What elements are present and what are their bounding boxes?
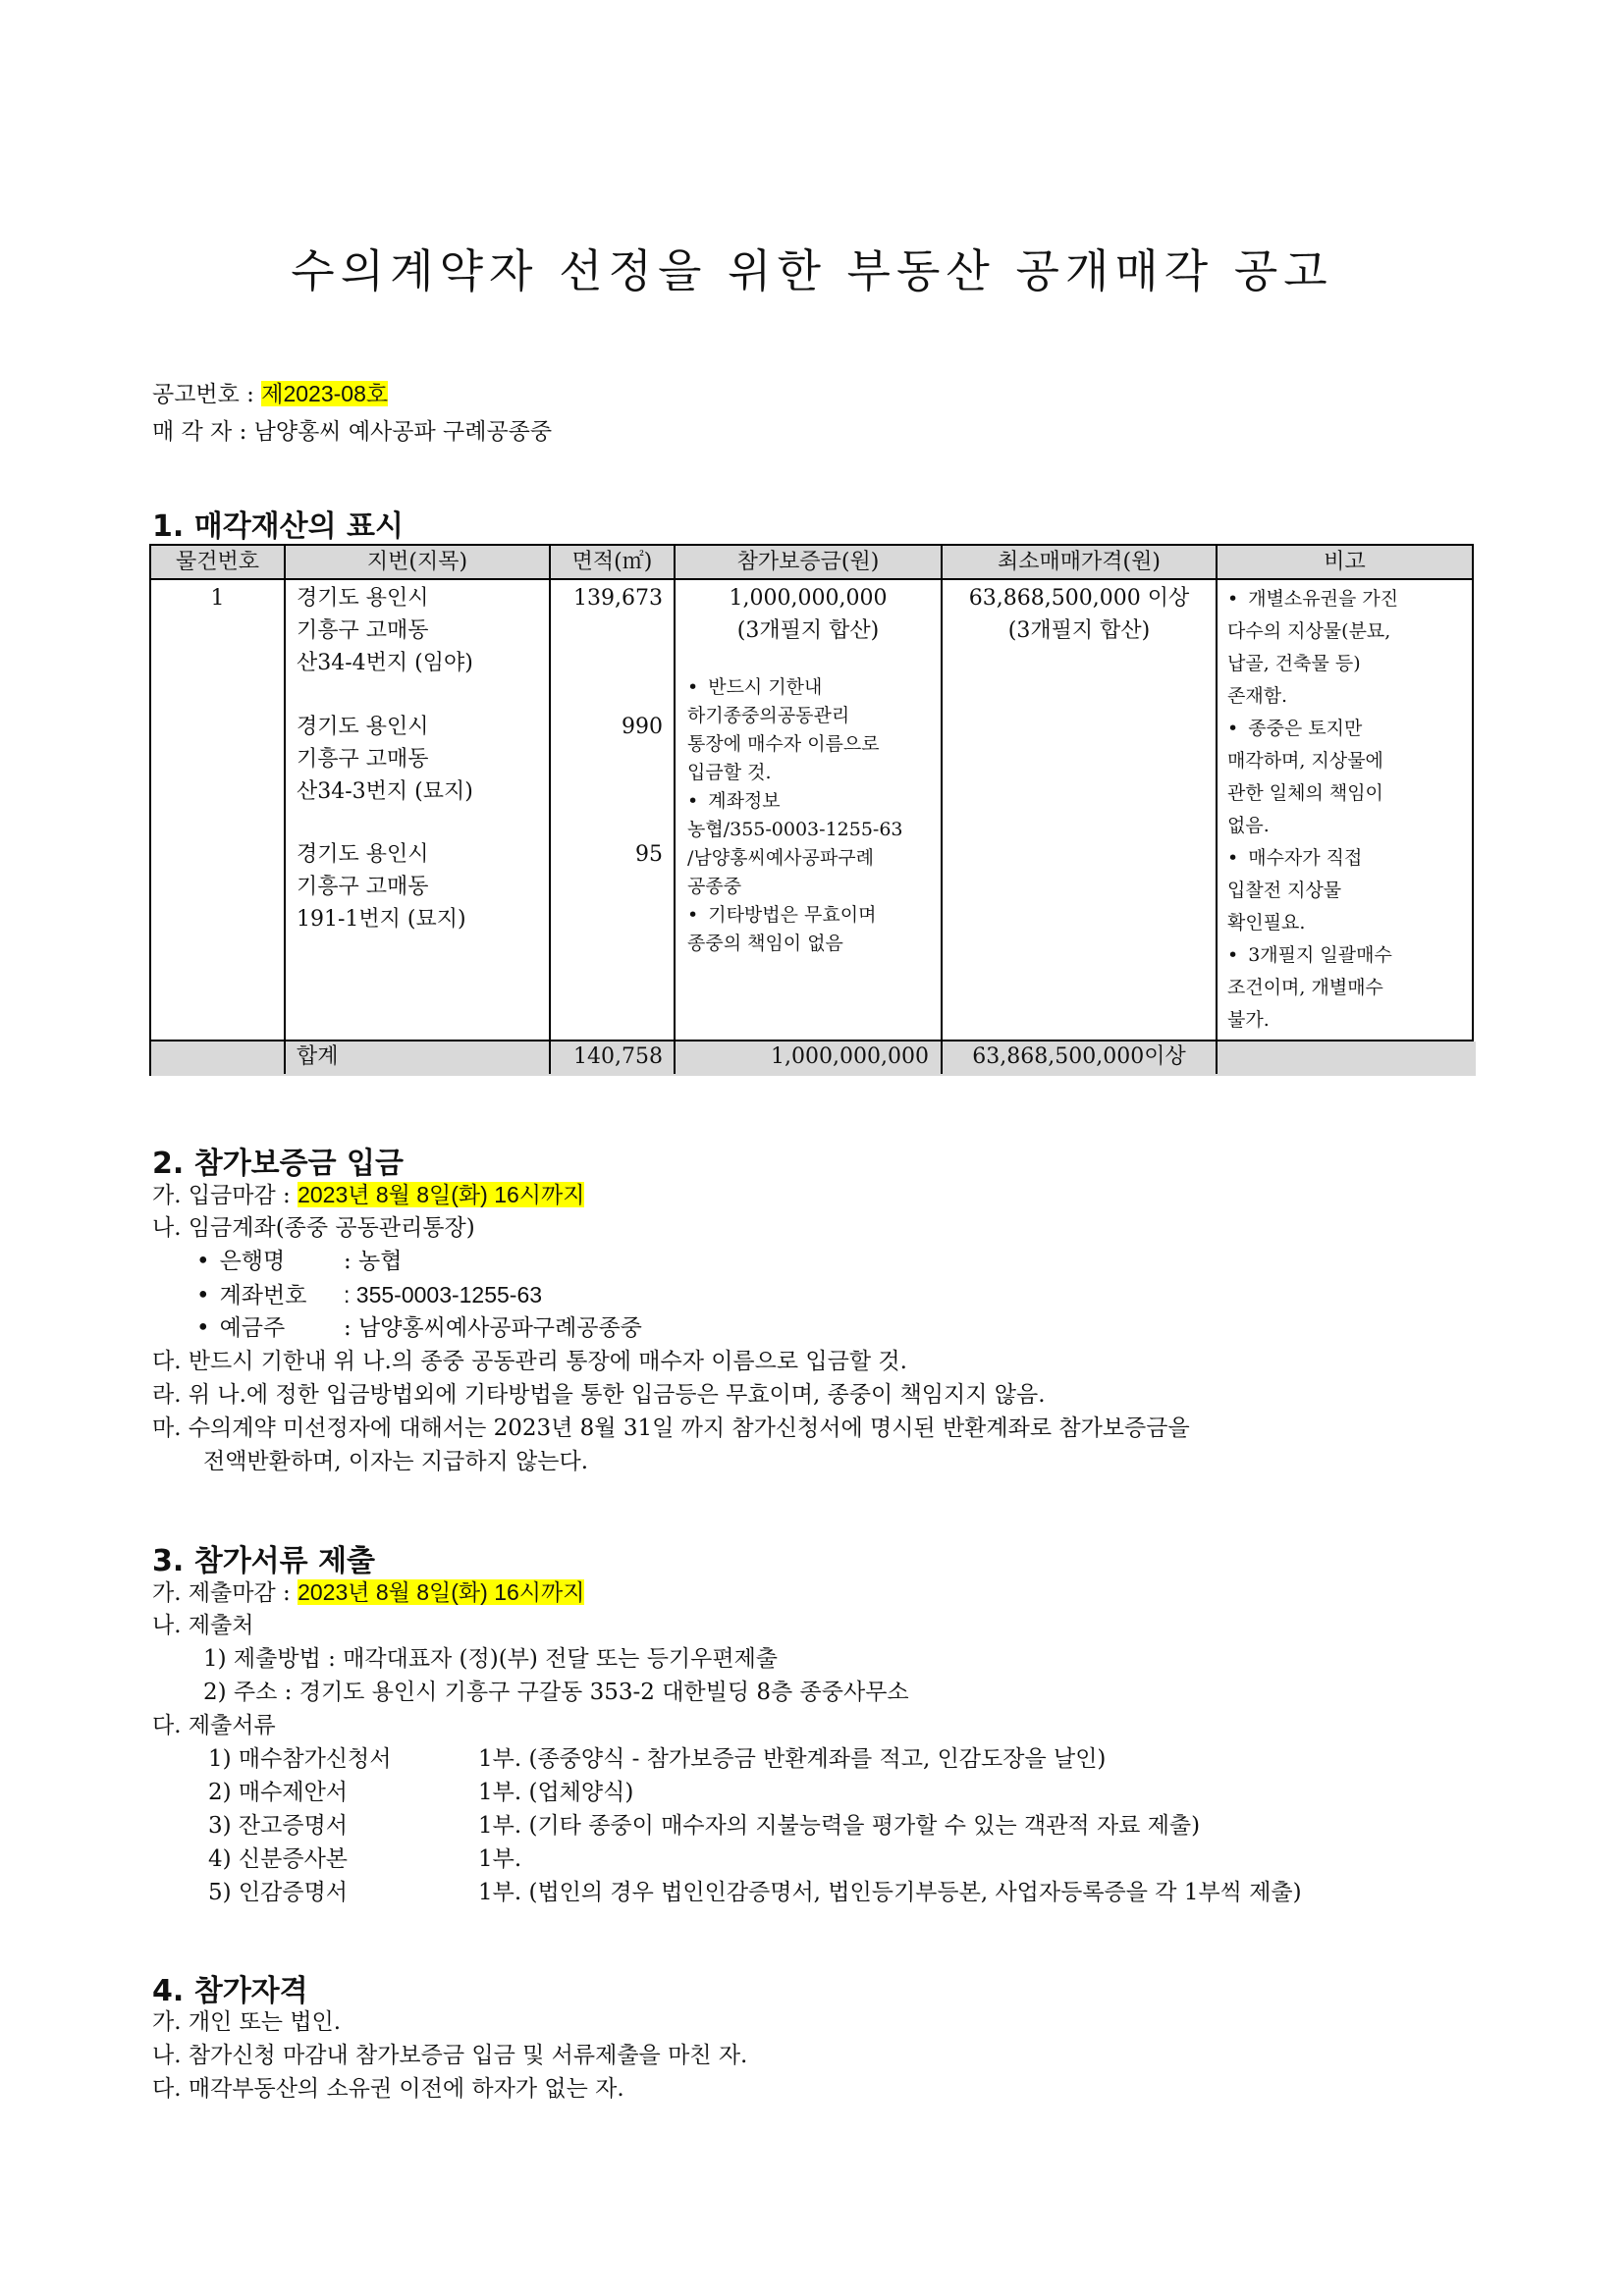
account-value: : 355-0003-1255-63 — [344, 1282, 543, 1308]
min-price-value: 63,868,500,000 이상 — [968, 586, 1190, 611]
doc-desc: 1부. (기타 종중이 매수자의 지불능력을 평가할 수 있는 객관적 자료 제출) — [478, 1813, 1201, 1839]
remark-line: • 매수자가 직접 — [1227, 842, 1398, 875]
section4-item-c: 다. 매각부동산의 소유권 이전에 하자가 없는 자. — [152, 2076, 624, 2102]
deposit-amount-note: (3개필지 합산) — [736, 618, 880, 643]
doc-row — [208, 1876, 1302, 1909]
bank-label: • 은행명 — [196, 1245, 344, 1278]
remark-line: 관한 일체의 책임이 — [1227, 782, 1383, 804]
header-lot: 지번(지목) — [366, 550, 468, 574]
deposit-deadline: 2023년 8월 8일(화) 16시까지 — [298, 1182, 585, 1207]
parcel-3-line: 191-1번지 (묘지) — [297, 907, 466, 932]
remark-line: • 3개필지 일괄매수 — [1227, 939, 1398, 972]
deposit-bullet-line: 공종중 — [687, 876, 742, 897]
doc-name: 3) 잔고증명서 — [208, 1813, 349, 1839]
section3-item-b: 나. 제출처 — [152, 1613, 254, 1638]
account-label: • 계좌번호 — [196, 1279, 344, 1312]
page-title: 수의계약자 선정을 위한 부동산 공개매각 공고 — [291, 244, 1333, 297]
section3-heading: 3. 참가서류 제출 — [152, 1544, 376, 1578]
remark-line: 존재함. — [1227, 685, 1288, 707]
section4-item-a: 가. 개인 또는 법인. — [152, 2009, 342, 2035]
section2-heading: 2. 참가보증금 입금 — [152, 1147, 405, 1181]
section4-heading: 4. 참가자격 — [152, 1974, 308, 2008]
remark-line: 확인필요. — [1227, 912, 1306, 934]
min-price — [943, 582, 1216, 647]
section3-deadline-row — [152, 1575, 584, 1610]
remarks — [1227, 583, 1398, 1037]
header-deposit: 참가보증금(원) — [736, 550, 880, 574]
doc-name: 5) 인감증명서 — [208, 1880, 349, 1905]
parcel-2-area: 990 — [622, 715, 663, 739]
header-area: 면적(㎡) — [571, 550, 653, 574]
deposit-bullet-line: /남양홍씨예사공파구례 — [687, 847, 874, 869]
doc-desc: 1부. (업체양식) — [478, 1780, 634, 1805]
parcel-2-line: 산34-3번지 (묘지) — [297, 779, 473, 804]
section2-item-d: 라. 위 나.에 정한 입금방법외에 기타방법을 통한 입금등은 무효이며, 종중이 책임지지 않음. — [152, 1382, 1046, 1408]
remark-line: 조건이며, 개별매수 — [1227, 977, 1383, 998]
deposit-amount-value: 1,000,000,000 — [729, 586, 888, 611]
remark-line: 없음. — [1227, 815, 1270, 836]
deadline-label: 가. 제출마감 : — [152, 1580, 291, 1606]
parcel-2-line: 기흥구 고매동 — [297, 747, 429, 772]
doc-desc: 1부. (종중양식 - 참가보증금 반환계좌를 적고, 인감도장을 날인) — [478, 1746, 1107, 1772]
parcel-3-lot — [297, 838, 466, 935]
account-row — [196, 1278, 542, 1312]
deposit-bullet-line: 종중의 책임이 없음 — [687, 933, 843, 954]
doc-row — [208, 1776, 633, 1809]
remark-line: 납골, 건축물 등) — [1227, 653, 1361, 674]
seller-label: 매 각 자 : — [152, 419, 247, 445]
doc-desc: 1부. — [478, 1846, 522, 1872]
holder-row — [196, 1311, 642, 1345]
submission-address: 2) 주소 : 경기도 용인시 기흥구 구갈동 353-2 대한빌딩 8층 종중사무소 — [203, 1680, 909, 1705]
submission-method: 1) 제출방법 : 매각대표자 (정)(부) 전달 또는 등기우편제출 — [203, 1646, 779, 1672]
section2-item-c: 다. 반드시 기한내 위 나.의 종중 공동관리 통장에 매수자 이름으로 입금할 것. — [152, 1349, 907, 1374]
section3-item-c: 다. 제출서류 — [152, 1713, 276, 1738]
header-item-no: 물건번호 — [175, 550, 259, 574]
doc-row — [208, 1842, 521, 1876]
deposit-bullet-line: • 기타방법은 무효이며 — [687, 901, 903, 930]
section2-account-title: 나. 임금계좌(종중 공동관리통장) — [152, 1215, 475, 1241]
holder-value: : 남양홍씨예사공파구례공종중 — [344, 1315, 642, 1341]
deposit-bullet-line: • 계좌정보 — [687, 787, 903, 816]
remark-line: 입찰전 지상물 — [1227, 880, 1342, 901]
bank-value: : 농협 — [344, 1249, 403, 1274]
min-price-note: (3개필지 합산) — [1007, 618, 1151, 643]
parcel-1-area: 139,673 — [573, 586, 663, 611]
doc-desc: 1부. (법인의 경우 법인인감증명서, 법인등기부등본, 사업자등록증을 각 1부씩 제출) — [478, 1880, 1302, 1905]
header-min-price: 최소매매가격(원) — [998, 550, 1161, 574]
deposit-bullet-line: 통장에 매수자 이름으로 — [687, 733, 880, 755]
doc-name: 4) 신분증사본 — [208, 1846, 349, 1872]
holder-label: • 예금주 — [196, 1311, 344, 1345]
bank-row — [196, 1245, 403, 1278]
parcel-3-line: 경기도 용인시 — [297, 842, 429, 867]
parcel-2-line: 경기도 용인시 — [297, 715, 429, 739]
header-remarks: 비고 — [1324, 550, 1366, 574]
parcel-3-area: 95 — [635, 842, 663, 867]
section2-deadline-row — [152, 1178, 584, 1212]
deposit-bullet-line: 하기종중의공동관리 — [687, 705, 850, 726]
remark-line: • 개별소유권을 가진 — [1227, 583, 1398, 615]
parcel-1-line: 기흥구 고매동 — [297, 618, 429, 643]
seller-row — [152, 415, 552, 449]
remark-line: 다수의 지상물(분묘, — [1227, 620, 1391, 642]
item-number: 1 — [210, 586, 225, 611]
total-deposit: 1,000,000,000 — [771, 1044, 929, 1069]
remark-line: 불가. — [1227, 1009, 1270, 1031]
table-header-row — [151, 546, 1472, 580]
deposit-bullets — [687, 673, 903, 958]
deposit-bullet-line: 농협/355-0003-1255-63 — [687, 819, 903, 840]
parcel-1-line: 경기도 용인시 — [297, 586, 429, 611]
deposit-bullet-line: 입금할 것. — [687, 762, 772, 783]
notice-number-value: 제2023-08호 — [261, 381, 389, 406]
seller-value: 남양홍씨 예사공파 구례공종중 — [253, 419, 553, 445]
total-area: 140,758 — [573, 1044, 663, 1069]
doc-name: 2) 매수제안서 — [208, 1780, 349, 1805]
total-price: 63,868,500,000이상 — [972, 1044, 1186, 1069]
doc-row — [208, 1809, 1200, 1842]
deadline-label: 가. 입금마감 : — [152, 1183, 291, 1208]
doc-name: 1) 매수참가신청서 — [208, 1746, 392, 1772]
section2-item-e: 마. 수의계약 미선정자에 대해서는 2023년 8월 31일 까지 참가신청서에 명시된 반환계좌로 참가보증금을 — [152, 1415, 1190, 1441]
doc-row — [208, 1742, 1106, 1776]
notice-number-label: 공고번호 : — [152, 382, 254, 407]
section2-item-e-cont: 전액반환하며, 이자는 지급하지 않는다. — [203, 1449, 589, 1474]
section4-item-b: 나. 참가신청 마감내 참가보증금 입금 및 서류제출을 마친 자. — [152, 2043, 748, 2068]
parcel-3-line: 기흥구 고매동 — [297, 875, 429, 899]
deposit-amount — [676, 582, 941, 647]
remark-line: • 종중은 토지만 — [1227, 713, 1398, 745]
parcel-2-lot — [297, 711, 473, 808]
parcel-1-lot — [297, 582, 473, 679]
section1-heading: 1. 매각재산의 표시 — [152, 509, 405, 544]
property-table — [149, 544, 1474, 1076]
parcel-1-line: 산34-4번지 (임야) — [297, 651, 473, 675]
submission-deadline: 2023년 8월 8일(화) 16시까지 — [298, 1579, 585, 1605]
deposit-bullet-line: • 반드시 기한내 — [687, 673, 903, 702]
total-label: 합계 — [297, 1044, 339, 1069]
notice-number-row — [152, 377, 388, 411]
remark-line: 매각하며, 지상물에 — [1227, 750, 1383, 772]
